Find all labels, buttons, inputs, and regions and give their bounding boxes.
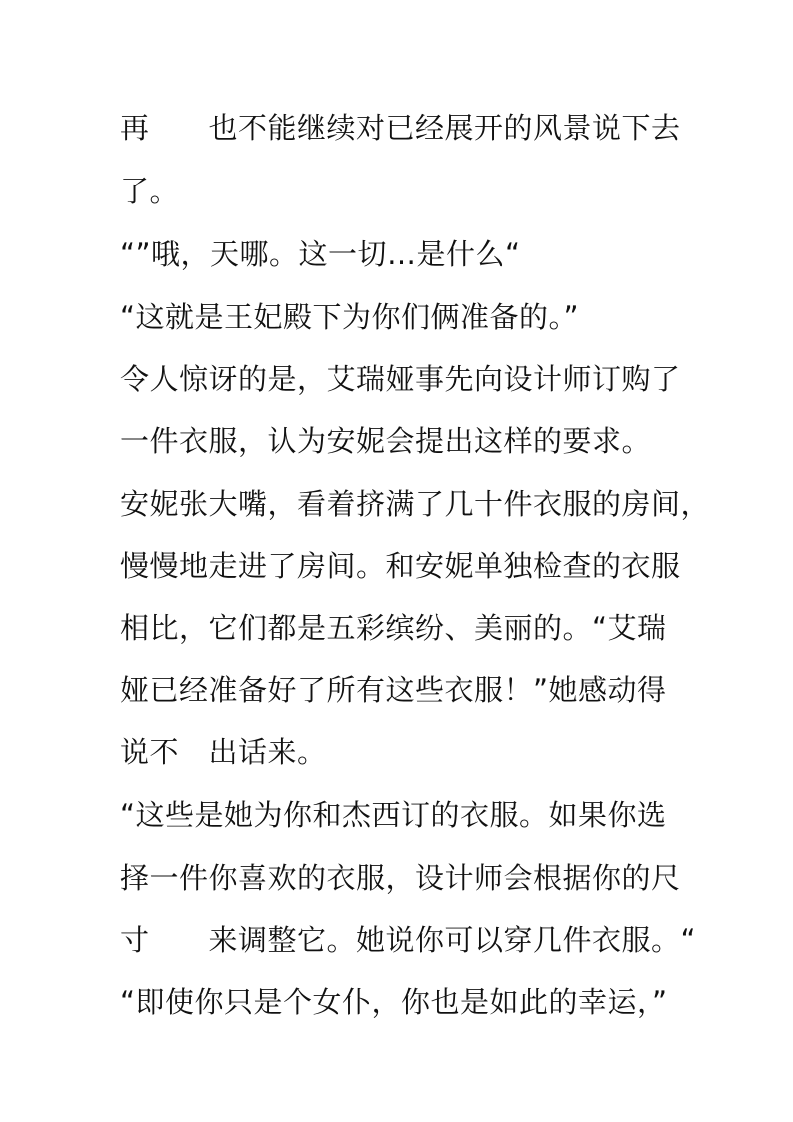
text-line: “这些是她为你和杰西订的衣服。如果你选 [120, 798, 667, 832]
text-line: 再 也不能继续对已经展开的风景说下去 [120, 111, 681, 145]
text-line: 娅已经准备好了所有这些衣服！”她感动得 [120, 673, 667, 707]
text-line: 寸 来调整它。她说你可以穿几件衣服。“ [120, 923, 697, 957]
text-line: 令人惊讶的是，艾瑞娅事先向设计师订购了 [120, 362, 681, 396]
text-line: “”哦，天哪。这一切…是什么“ [120, 237, 521, 271]
text-line: 择一件你喜欢的衣服，设计师会根据你的尺 [120, 861, 681, 895]
text-line: “即使你只是个女仆，你也是如此的幸运，” [120, 985, 668, 1019]
text-line: 慢慢地走进了房间。和安妮单独检查的衣服 [120, 549, 681, 583]
text-line: 一件衣服，认为安妮会提出这样的要求。 [120, 424, 652, 458]
text-line: 安妮张大嘴，看着挤满了几十件衣服的房间， [120, 487, 711, 521]
text-line: 说不 出话来。 [120, 735, 327, 769]
text-line: 了。 [120, 174, 180, 208]
text-line: 相比，它们都是五彩缤纷、美丽的。“艾瑞 [120, 611, 667, 645]
text-line: “这就是王妃殿下为你们俩准备的。” [120, 300, 580, 334]
